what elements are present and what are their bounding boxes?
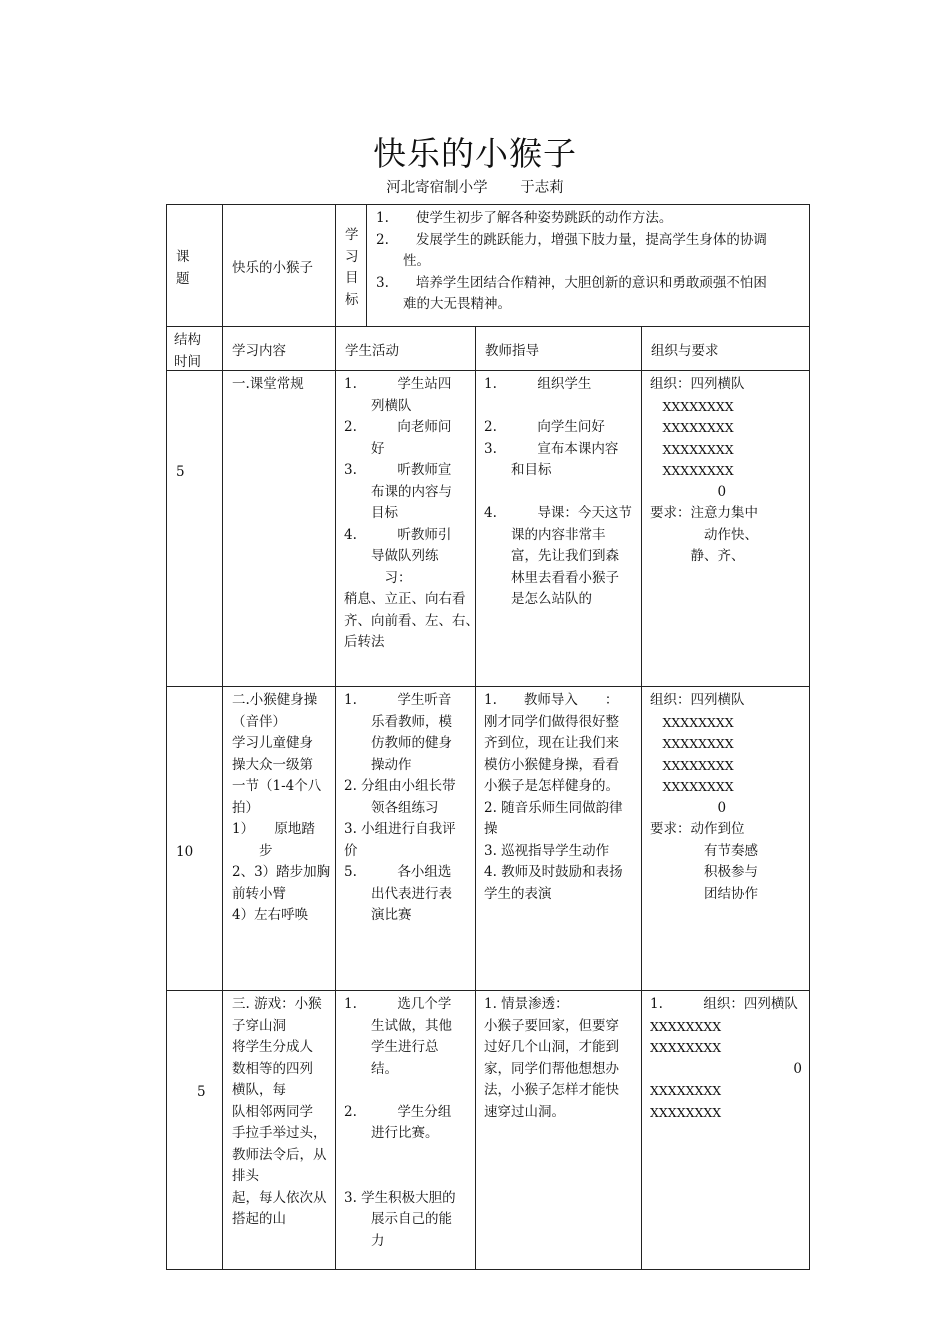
row3-student: 1. 选几个学 生试做，其他 学生进行总 结。 2. 学生分组 进行比赛。 3. 学生积极大胆的 展示自己的能 力 [344, 996, 456, 1249]
row1-teacher: 1. 组织学生 2. 向学生问好 3. 宣布本课内容 和目标 4. 导课：今天这节 课的内容非常丰 富，先让我们到森 林里去看看小猴子 是怎么站队的 [484, 376, 632, 607]
col-divider [335, 204, 336, 1270]
row3-content: 三. 游戏：小猴 子穿山洞 将学生分成人 数相等的四列 横队，每 队相邻两同学 手拉手举过头， 教师法令后，从 排头 起，每人依次从 搭起的山 [232, 996, 327, 1227]
row1-time: 5 [176, 464, 185, 480]
goal-item: 1. 使学生初步了解各种姿势跳跃的动作方法。 [376, 210, 673, 226]
row2-content: 二.小猴健身操 （音伴） 学习儿童健身 操大众一级第 一节（1-4个八 拍） 1） 原地踏 步 2、3）踏步加胸 前转小臂 4）左右呼唤 [232, 692, 331, 923]
goal-label: 学 习 目 标 [345, 227, 359, 308]
goal-item: 难的大无畏精神。 [376, 296, 511, 312]
row3-time: 5 [197, 1084, 206, 1100]
col-header-teacher: 教师指导 [485, 343, 539, 359]
row2-teacher: 1. 教师导入 ： 刚才同学们做得很好整 齐到位，现在让我们来 模仿小猴健身操，看看 小猴子是怎样健身的。 2. 随音乐师生同做韵律 操 3. 巡视指导学生动作 4. 教师及时鼓励和表扬 学生的表演 [484, 692, 623, 902]
col-divider [222, 204, 223, 1270]
row-divider [166, 990, 810, 991]
page-title: 快乐的小猴子 [373, 134, 577, 173]
col-header-time: 结构 时间 [174, 332, 201, 370]
row2-student: 1. 学生听音 乐看教师，模 仿教师的健身 操动作 2. 分组由小组长带 领各组练习 3. 小组进行自我评 价 5. 各小组选 出代表进行表 演比赛 [344, 692, 456, 923]
goal-item: 2. 发展学生的跳跃能力，增强下肢力量，提高学生身体的协调 [376, 231, 767, 248]
row-divider [166, 370, 810, 371]
row1-student: 1. 学生站四 列横队 2. 向老师问 好 3. 听教师宣 布课的内容与 目标 4. 听教师引 导做队列练 习： 稍息、立正、向右看 齐、向前看、左、右、 后转法 [344, 376, 479, 650]
row2-time: 10 [176, 844, 194, 860]
row-divider [166, 686, 810, 687]
row3-org: 1. 组织：四列横队 XXXXXXXX XXXXXXXX 0 XXXXXXXX XXXXXXXX [650, 996, 802, 1120]
col-header-org: 组织与要求 [651, 343, 719, 359]
topic-label: 课 题 [176, 249, 190, 287]
row-divider [166, 326, 810, 327]
col-header-content: 学习内容 [232, 343, 286, 359]
school-name: 河北寄宿制小学 [386, 180, 488, 196]
goal-item: 性。 [376, 253, 430, 269]
row1-org: 组织：四列横队 XXXXXXXX XXXXXXXX XXXXXXXX XXXXXXXX 0 要求：注意力集中 动作快、 静、齐、 [650, 376, 758, 564]
topic-value: 快乐的小猴子 [232, 260, 313, 276]
goals-list [376, 208, 767, 316]
col-divider [366, 204, 367, 326]
goal-item: 3. 培养学生团结合作精神，大胆创新的意识和勇敢顽强不怕困 [376, 274, 767, 291]
subtitle [0, 176, 950, 197]
row3-teacher: 1. 情景渗透： 小猴子要回家，但要穿 过好几个山洞，才能到 家，同学们帮他想想办 法，小猴子怎样才能快 速穿过山洞。 [484, 996, 619, 1120]
row1-content: 一.课堂常规 [232, 376, 304, 392]
col-divider [641, 326, 642, 1270]
author-name: 于志莉 [520, 180, 564, 196]
row2-org: 组织：四列横队 XXXXXXXX XXXXXXXX XXXXXXXX XXXXXXXX 0 要求：动作到位 有节奏感 积极参与 团结协作 [650, 692, 758, 902]
col-header-student: 学生活动 [345, 343, 399, 359]
